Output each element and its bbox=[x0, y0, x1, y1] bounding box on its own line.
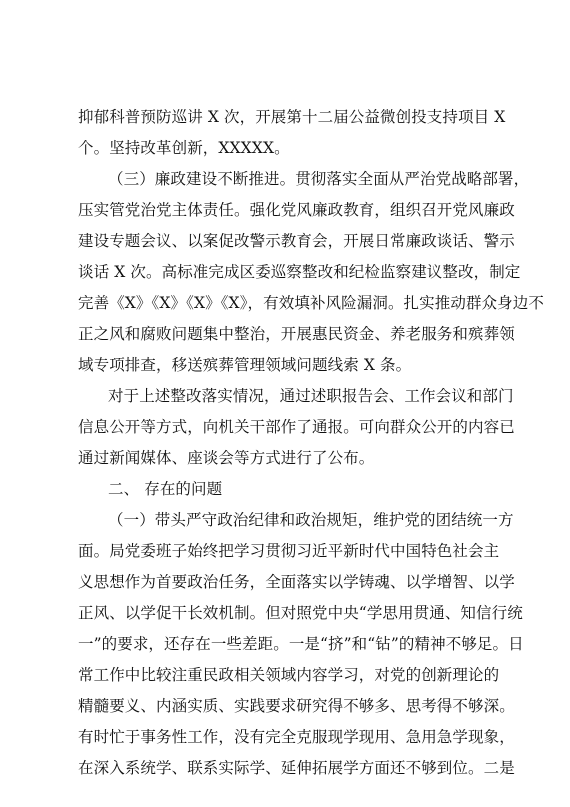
text-line: 建设专题会议、以案促改警示教育会，开展日常廉政谈话、警示 bbox=[78, 232, 515, 250]
text-line: 常工作中比较注重民政相关领域内容学习，对党的创新理论的 bbox=[78, 666, 500, 684]
text-line: 信息公开等方式，向机关干部作了通报。可向群众公开的内容已 bbox=[78, 418, 515, 436]
text-line: 面。局党委班子始终把学习贯彻习近平新时代中国特色社会主 bbox=[78, 542, 500, 560]
text-line: 域专项排查，移送殡葬管理领域问题线索 X 条。 bbox=[78, 356, 412, 374]
text-line: 精髓要义、内涵实质、实践要求研究得不够多、思考得不够深。 bbox=[78, 697, 515, 715]
section-paragraph-start: （三）廉政建设不断推进。贯彻落实全面从严治党战略部署， bbox=[108, 170, 530, 188]
text-line: 义思想作为首要政治任务，全面落实以学铸魂、以学增智、以学 bbox=[78, 573, 515, 591]
text-line: 压实管党治党主体责任。强化党风廉政教育，组织召开党风廉政 bbox=[78, 201, 515, 219]
text-line: 正风、以学促干长效机制。但对照党中央“学思用贯通、知信行统 bbox=[78, 604, 523, 622]
text-line: 谈话 X 次。高标准完成区委巡察整改和纪检监察建议整改，制定 bbox=[78, 263, 521, 281]
text-line: 一”的要求，还存在一些差距。一是“挤”和“钻”的精神不够足。日 bbox=[78, 635, 524, 653]
text-line: 个。坚持改革创新，XXXXX。 bbox=[78, 139, 290, 157]
text-line: 抑郁科普预防巡讲 X 次，开展第十二届公益微创投支持项目 X bbox=[78, 108, 506, 126]
text-line: 通过新闻媒体、座谈会等方式进行了公布。 bbox=[78, 449, 375, 467]
section-paragraph-start: （一）带头严守政治纪律和政治规矩，维护党的团结统一方 bbox=[108, 511, 514, 529]
text-line: 有时忙于事务性工作，没有完全克服现学现用、急用急学现象， bbox=[78, 728, 515, 746]
paragraph-start: 对于上述整改落实情况，通过述职报告会、工作会议和部门 bbox=[108, 387, 514, 405]
section-heading: 二、 存在的问题 bbox=[108, 480, 223, 498]
text-line: 正之风和腐败问题集中整治，开展惠民资金、养老服务和殡葬领 bbox=[78, 325, 515, 343]
text-line: 在深入系统学、联系实际学、延伸拓展学方面还不够到位。二是 bbox=[78, 759, 515, 777]
text-line: 完善《X》《X》《X》《X》，有效填补风险漏洞。扎实推动群众身边不 bbox=[78, 294, 544, 312]
